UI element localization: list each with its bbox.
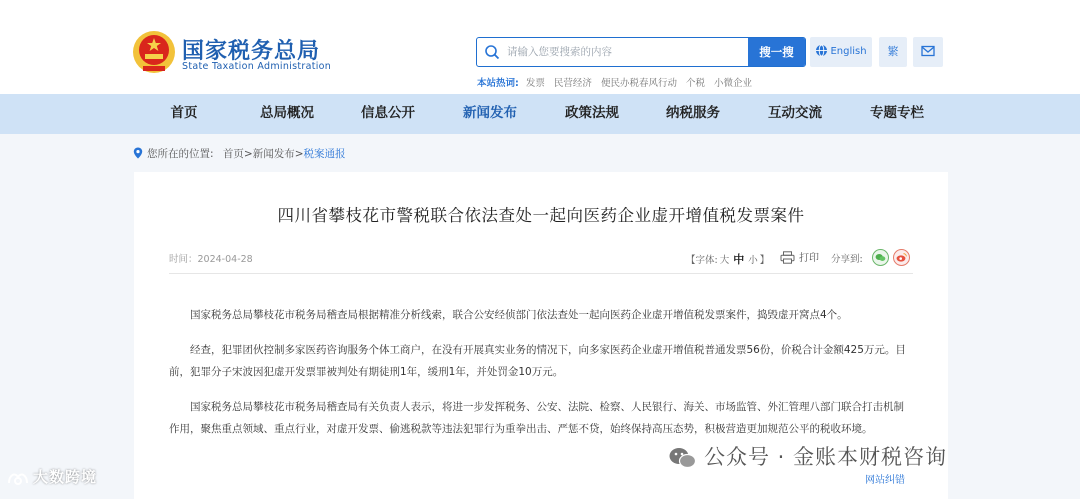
search-button[interactable]: 搜一搜 [748,38,805,66]
english-label: English [830,46,867,57]
hot-search-item[interactable]: 小微企业 [714,78,753,89]
print-button[interactable] [780,249,819,264]
font-size-large-button[interactable]: 大 [719,255,730,266]
hot-search-item[interactable]: 个税 [685,78,705,89]
search-input[interactable] [507,38,747,66]
breadcrumb-prefix: 您所在的位置: [147,148,214,160]
article-paragraph: 国家税务总局攀枝花市税务局稽查局有关负责人表示，将进一步发挥税务、公安、法院、检察、人民银行、海关、市场监管、外汇管理八部门联合打击机制作用，聚焦重点领域、重点行业，对虚开发票、偷逃税款等违法犯罪行为重拳出击、严惩不贷，始终保持高压态势，积极营造更加规范公平的税收环境。 [169,401,904,435]
main-nav [0,94,1080,134]
meta-divider [169,273,913,274]
site-header [0,0,1080,94]
search-icon [484,44,501,61]
breadcrumb-news[interactable]: 新闻发布 [252,148,295,160]
hot-search-item[interactable]: 便民办税春风行动 [600,78,677,89]
font-size-controls [686,251,769,267]
breadcrumb-separator: > [243,148,253,160]
wechat-icon [668,446,698,470]
site-feedback-link[interactable]: 网站纠错 [865,475,905,486]
national-emblem-icon [132,30,176,74]
share-label: 分享到: [831,254,863,265]
traditional-chinese-button[interactable]: 繁 [879,37,907,67]
font-size-suffix: 】 [759,255,770,266]
nav-item-service[interactable]: 纳税服务 [666,105,720,121]
nav-item-topics[interactable]: 专题专栏 [870,105,924,121]
breadcrumb-home[interactable]: 首页 [222,148,244,160]
watermark-logo-icon [6,469,30,487]
breadcrumb-separator: > [294,148,304,160]
article-paragraph: 国家税务总局攀枝花市税务局稽查局根据精准分析线索，联合公安经侦部门依法查处一起向医药企业虚开增值税发票案件，捣毁虚开窝点4个。 [190,309,848,321]
article-time: 时间：2024-04-28 [169,254,253,265]
watermark-right-text: 公众号 · 金账本财税咨询 [704,445,948,469]
mail-button[interactable] [913,37,943,67]
nav-item-news[interactable]: 新闻发布 [463,105,517,121]
site-logo-title[interactable]: 国家税务总局 [182,39,321,64]
hot-search-item[interactable]: 民营经济 [553,78,592,89]
font-size-small-button[interactable]: 小 [748,255,758,266]
english-button[interactable] [810,37,872,67]
hot-search-item[interactable]: 发票 [525,78,545,89]
font-size-prefix: 【字体: [686,255,718,266]
breadcrumb-tax-cases[interactable]: 税案通报 [303,148,346,160]
wechat-share-icon[interactable] [872,249,889,266]
hot-search-label: 本站热词: [477,78,519,89]
location-pin-icon [133,147,143,159]
globe-icon [815,44,828,57]
watermark-left-text: 大数跨境 [33,468,98,486]
site-logo-subtitle: State Taxation Administration [182,61,332,72]
mail-icon [921,45,935,57]
watermark-left [6,466,97,487]
nav-item-interaction[interactable]: 互动交流 [768,105,822,121]
weibo-share-icon[interactable] [893,249,910,266]
watermark-right [668,441,947,471]
font-size-medium-button[interactable]: 中 [733,253,745,266]
article-paragraph: 经查，犯罪团伙控制多家医药咨询服务个体工商户，在没有开展真实业务的情况下，向多家医药企业虚开增值税普通发票56份，价税合计金额425万元。目前，犯罪分子宋波因犯虚开发票罪被判处有期徒刑1年，缓刑1年，并处罚金10万元。 [169,344,906,378]
search-box [476,37,806,67]
nav-item-overview[interactable]: 总局概况 [260,105,314,121]
nav-item-home[interactable]: 首页 [170,105,198,121]
hot-search [477,75,758,89]
printer-icon [780,251,795,264]
nav-item-disclosure[interactable]: 信息公开 [361,105,415,121]
article-title: 四川省攀枝花市警税联合依法查处一起向医药企业虚开增值税发票案件 [277,206,805,225]
print-label: 打印 [799,253,819,264]
nav-item-policy[interactable]: 政策法规 [565,105,619,121]
breadcrumb [133,146,346,161]
